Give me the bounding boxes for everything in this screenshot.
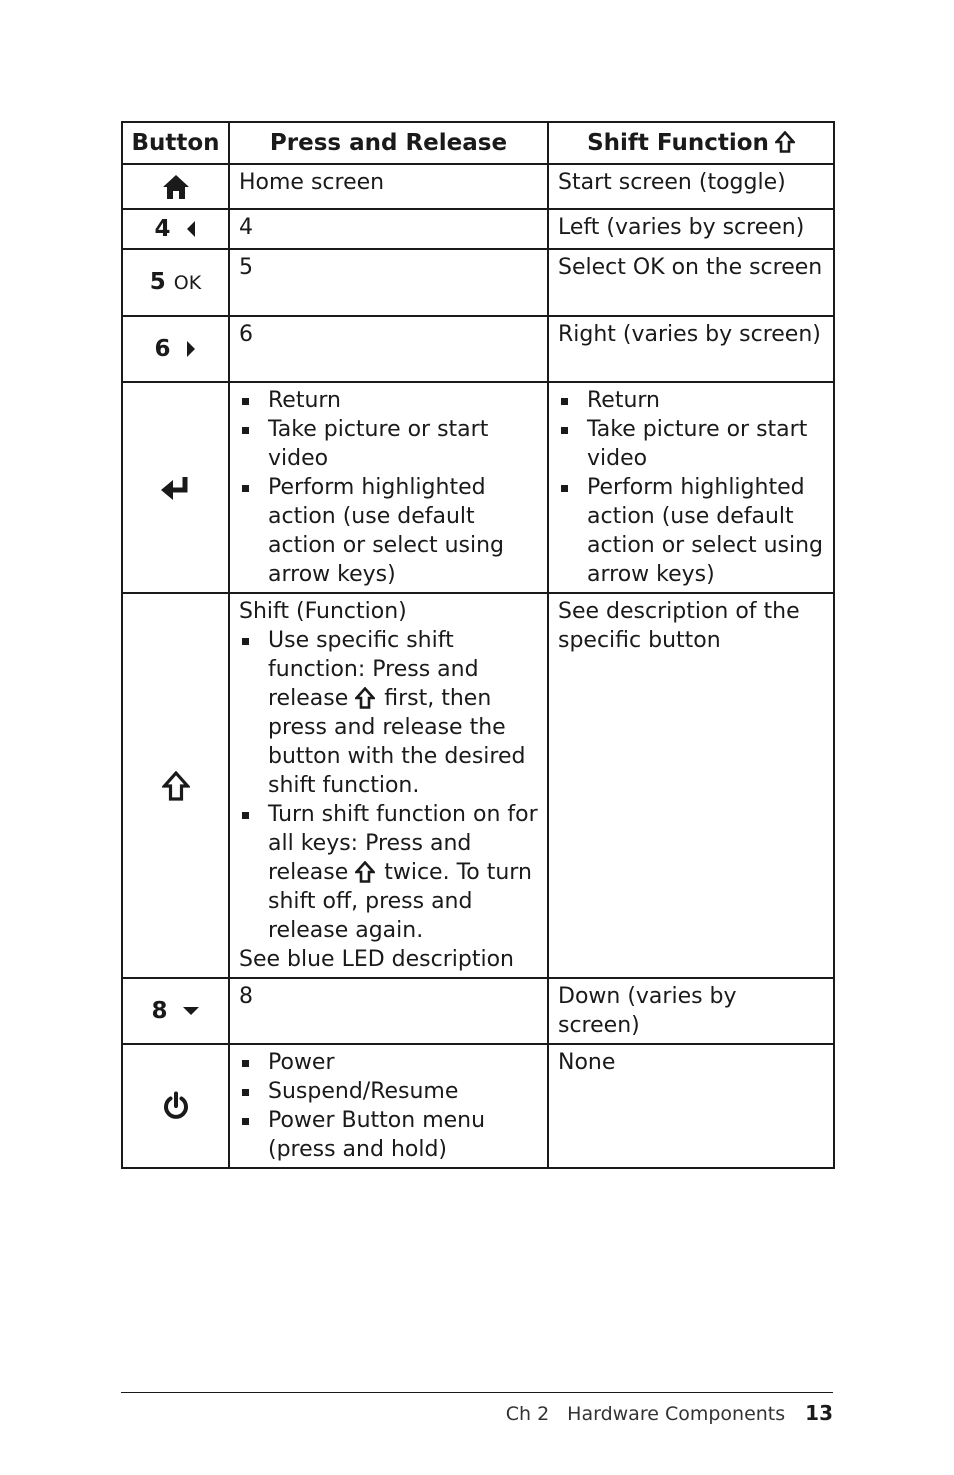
table-row xyxy=(122,1044,834,1168)
table-row xyxy=(122,164,834,209)
shift-icon xyxy=(355,861,375,883)
shift-list xyxy=(558,386,825,589)
list-item: Return xyxy=(558,386,825,415)
shift-outro: See blue LED description xyxy=(239,947,514,972)
shift-icon xyxy=(162,771,190,801)
list-item-text: Use specific shift function: Press and release xyxy=(268,628,479,711)
button-functions-table xyxy=(121,121,835,1169)
table-row xyxy=(122,382,834,593)
list-item: Take picture or start video xyxy=(239,415,539,473)
list-item: Perform highlighted action (use default action or select using arrow keys) xyxy=(239,473,539,589)
table-row xyxy=(122,316,834,382)
shift-cell: Right (varies by screen) xyxy=(548,316,834,382)
footer-rule xyxy=(121,1392,833,1393)
button-label: 5 xyxy=(149,268,166,295)
button-label: 6 xyxy=(154,335,171,362)
press-list xyxy=(239,386,539,589)
table-header-row xyxy=(122,122,834,164)
shift-cell: Down (varies by screen) xyxy=(548,978,834,1044)
list-item-text: first, then press and release the button with the desired shift function. xyxy=(268,686,526,798)
down-arrow-icon xyxy=(182,1005,200,1017)
press-cell: 8 xyxy=(229,978,548,1044)
ok-label: OK xyxy=(173,271,202,294)
shift-cell: See description of the specific button xyxy=(548,593,834,978)
table-row xyxy=(122,978,834,1044)
list-item xyxy=(239,800,539,945)
shift-cell: Select OK on the screen xyxy=(548,249,834,316)
page-footer xyxy=(506,1401,833,1425)
table-row xyxy=(122,593,834,978)
shift-icon xyxy=(355,687,375,709)
button-cell xyxy=(122,593,229,978)
table-row xyxy=(122,209,834,249)
list-item xyxy=(239,626,539,800)
home-icon xyxy=(162,174,190,200)
button-cell xyxy=(122,316,229,382)
button-cell xyxy=(122,164,229,209)
shift-cell: Start screen (toggle) xyxy=(548,164,834,209)
button-cell xyxy=(122,209,229,249)
press-cell xyxy=(229,382,548,593)
enter-icon xyxy=(160,475,192,501)
page-number: 13 xyxy=(805,1401,833,1425)
press-list xyxy=(239,626,539,945)
power-icon xyxy=(162,1091,190,1121)
list-item: Power Button menu (press and hold) xyxy=(239,1106,539,1164)
button-cell xyxy=(122,1044,229,1168)
list-item: Power xyxy=(239,1048,539,1077)
press-cell: Home screen xyxy=(229,164,548,209)
shift-cell xyxy=(548,382,834,593)
button-cell xyxy=(122,978,229,1044)
table-row xyxy=(122,249,834,316)
list-item: Suspend/Resume xyxy=(239,1077,539,1106)
press-cell: 5 xyxy=(229,249,548,316)
shift-intro: Shift (Function) xyxy=(239,599,407,624)
press-cell: 6 xyxy=(229,316,548,382)
left-arrow-icon xyxy=(185,220,197,238)
list-item: Return xyxy=(239,386,539,415)
shift-cell: None xyxy=(548,1044,834,1168)
footer-chapter: Ch 2 xyxy=(505,1403,550,1425)
header-press-and-release: Press and Release xyxy=(229,122,548,164)
button-cell xyxy=(122,249,229,316)
shift-icon xyxy=(775,131,795,153)
header-button: Button xyxy=(122,122,229,164)
button-cell xyxy=(122,382,229,593)
press-cell xyxy=(229,1044,548,1168)
press-list xyxy=(239,1048,539,1164)
footer-section: Hardware Components xyxy=(567,1403,786,1425)
press-cell: 4 xyxy=(229,209,548,249)
list-item-text: Turn shift function on for all keys: Press and release xyxy=(268,802,538,885)
right-arrow-icon xyxy=(185,340,197,358)
press-cell xyxy=(229,593,548,978)
list-item: Perform highlighted action (use default action or select using arrow keys) xyxy=(558,473,825,589)
button-label: 8 xyxy=(151,997,168,1024)
list-item: Take picture or start video xyxy=(558,415,825,473)
list-item-text: twice. To turn shift off, press and release again. xyxy=(268,860,532,943)
button-label: 4 xyxy=(154,215,171,242)
header-shift-function-label: Shift Function xyxy=(587,129,769,156)
shift-cell: Left (varies by screen) xyxy=(548,209,834,249)
header-shift-function xyxy=(548,122,834,164)
